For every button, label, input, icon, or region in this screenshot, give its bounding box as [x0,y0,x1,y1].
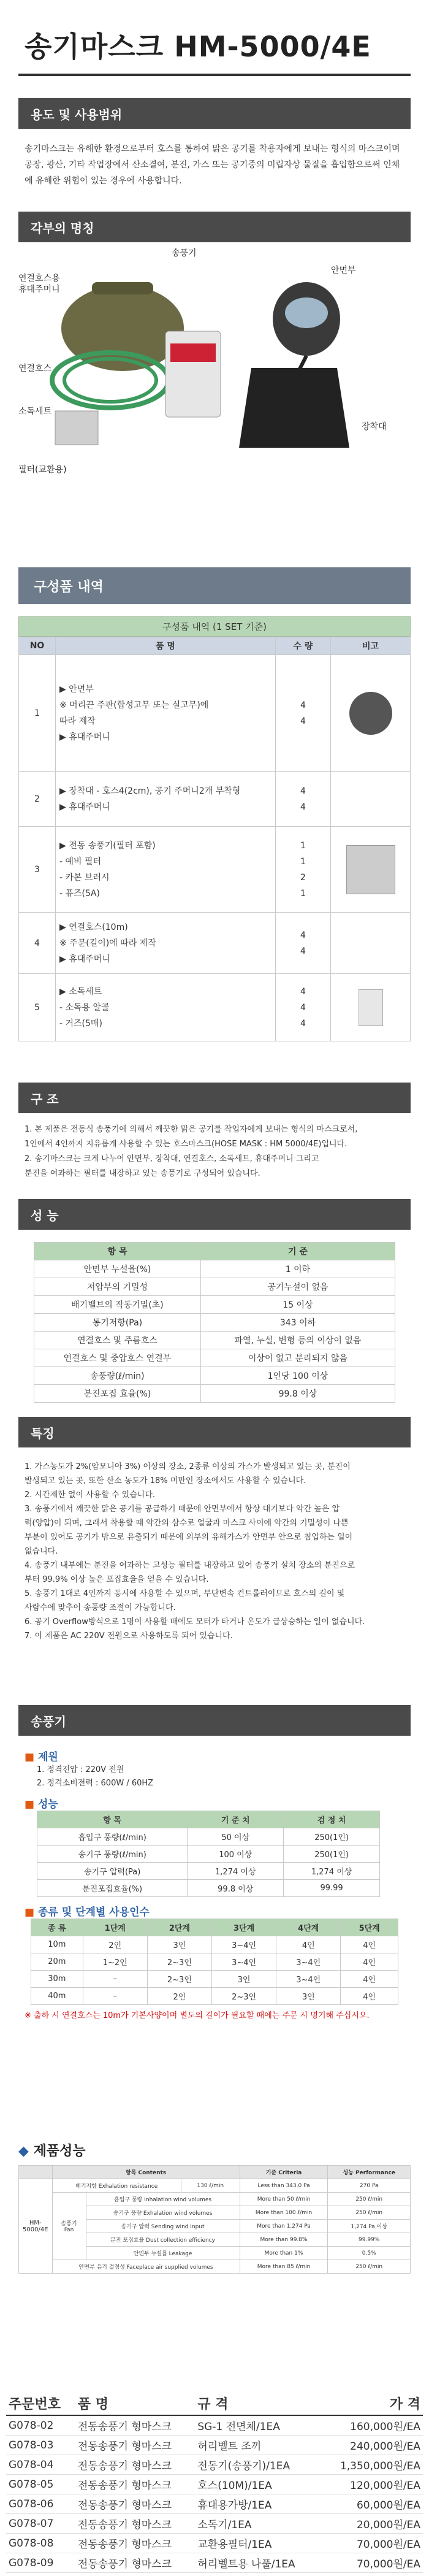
table-row: 분진포집효율(%) 99.8 이상 99.99 [37,1880,380,1897]
table-row: 연결호스 및 주름호스 파열, 누설, 변형 등의 이상이 없음 [34,1332,395,1349]
table-row: 20m 1~2인 2~3인 3~4인 3~4인 4인 [31,1953,398,1971]
table-row: 흡입구 풍량(ℓ/min) 50 이상 250(1인) [37,1828,380,1846]
table-row: 연결호스 및 중압호스 연결부 이상이 없고 분리되지 않음 [34,1349,395,1367]
table-row: G078-03 전동송풍기 형마스크 허리벨트 조끼 240,000원/EA [6,2436,423,2455]
table-row: 송기구 압력 Sending wind input More than 1,274 Pa 1,274 Pa 이상 [19,2220,411,2233]
usage-text: 송기마스크는 유해한 환경으로부터 호스를 통하여 맑은 공기를 착용자에게 보내는 형식의 마스크이며 공장, 광산, 기타 작업장에서 산소결여, 분진, 가스 또는 공기중의 미립자상 물질을 흡입함으로써 인체에 유해한 위험이 있는 경우에 사용합니다. [25,144,400,186]
table-row: G078-06 전동송풍기 형마스크 휴대용가방/1EA 60,000원/EA [6,2494,423,2514]
label-filter: 필터(교환용) [18,465,67,475]
parts-illustration [18,251,411,497]
table-row: 4 ▶ 연결호스(10m) ※ 주문(길이)에 따라 제작 ▶ 휴대주머니 4 4 [19,913,411,974]
section-usage: 용도 및 사용범위 [18,98,411,129]
table-row: 안면부 유기 결정성 Faceplace air supplied volumes More than 85 ℓ/min 250 ℓ/min [19,2260,411,2274]
spec-table: 항목 Contents 기준 Criteria 성능 Performance HM-5000/4E 배기저항 Exhalation resistance 130 ℓ/min Less than 343.0 Pa 270 Pa 송풍기 Fan 흡입구 풍량 Inhalation wind volumes More than 50 ℓ/min 250 ℓ/min 송기구 풍량 Exhalation wind volumes More than 100 ℓ/min 250 ℓ/min 송기구 압력 Sending wind input More than 1,274 Pa 1,274 Pa 이상 분진 포집효율 Dust collection efficiency More than 99.8% 99.99% 안면부 누설률 Leakage More than 1% 0.5% 안면부 유기 결정성 Faceplace air supplied volumes More than 85 ℓ/min 250 ℓ/min [18,2165,411,2274]
table-row: 1 ▶ 안면부 ※ 머리끈 주판(합성고무 또는 실고무)에 따라 제작 ▶ 휴대주머니 4 4 [19,655,411,772]
table-row: 30m – 2~3인 3인 3~4인 4인 [31,1971,398,1988]
label-muffler: 소독세트 [18,407,52,416]
table-row: G078-02 전동송풍기 형마스크 SG-1 전면체/1EA 160,000원/EA [6,2415,423,2436]
table-row: 2 ▶ 장착대 - 호스4(2cm), 공기 주머니2개 부착형 ▶ 휴대주머니 4 4 [19,772,411,827]
section-components: 구성품 내역 [18,567,411,604]
table-row: G078-04 전동송풍기 형마스크 전동기(송풍기)/1EA 1,350,000원/EA [6,2455,423,2475]
col-no: NO [19,637,56,655]
table-row: 40m – 2인 2~3인 3인 4인 [31,1988,398,2005]
section-parts: 각부의 명칭 [18,212,411,242]
table-row: G078-05 전동송풍기 형마스크 호스(10M)/1EA 120,000원/EA [6,2475,423,2494]
table-row: 통기저항(Pa) 343 이하 [34,1314,395,1332]
table-row: 송풍량(ℓ/min) 1인당 100 이상 [34,1367,395,1385]
blower-spec: ■ 제원 1. 정격전압 : 220V 전원 2. 정격소비전력 : 600W / 60HZ ■ 성능 항 목 기 준 치 검 정 치 흡입구 풍량(ℓ/min) 50 이상 250(1인) 송기구 풍량(ℓ/min) 100 이상 250(1인) 송기구 압력(Pa) 1,274 이상 1,274 이상 분진포집효율(%) 99.8 이상 99.99 ■ 종류 및 단계별 사용인수 종 류 1단계 2단계 3단계 4단계 5단계 10m 2인 3인 3~4인 4인 4인 20m 1~2인 2~3인 3~4인 3~4인 4인 30m – 2~3인 3인 3~4인 4인 40m – 2인 2~3인 3인 4인 ※ 출하 시 연결호스는 10m가 기본사양이며 별도의 길이가 필요할 때에는 주문 시 명기해 주십시오. [25,1748,404,2020]
table-row: 송풍기 Fan 흡입구 풍량 Inhalation wind volumes More than 50 ℓ/min 250 ℓ/min [19,2193,411,2206]
section-performance: 성 능 [18,1199,411,1230]
section-spec: ◆ 제품성능 [18,2144,86,2159]
facepiece-photo-icon [349,692,392,735]
label-hose: 연결호스 [18,364,52,374]
section-features: 특징 [18,1417,411,1447]
performance-table-wrap [34,1242,395,1403]
table-row: 송기구 풍량(ℓ/min) 100 이상 250(1인) [37,1846,380,1863]
table-row: 분진포집 효율(%) 99.8 이상 [34,1385,395,1403]
table-row: 5 ▶ 소독세트 - 소독용 알콜 - 거즈(5매) 4 4 4 [19,974,411,1041]
structure-text: 1. 본 제품은 전동식 송풍기에 의해서 깨끗한 맑은 공기를 작업자에게 보내는 형식의 마스크로서, 1인에서 4인까지 지유롭게 사용할 수 있는 호스마스크(HOSE MASK : HM 5000/4E)입니다. 2. 송기마스크는 크게 나누어 안면부, 장착대, 연결호스, 소독세트, 휴대주머니 그리고 분진을 여과하는 필터를 내장하고 있는 송풍기로 구성되어 있습니다. [25,1125,358,1178]
label-facepiece: 안면부 [331,266,356,275]
table-row: 배기밸브의 작동기밀(초) 15 이상 [34,1296,395,1314]
spec-table-wrap [18,2165,411,2274]
section-blower: 송풍기 [18,1705,411,1736]
table-row: 안면부 누설율(%) 1 이하 [34,1260,395,1278]
table-row: 안면부 누설률 Leakage More than 1% 0.5% [19,2247,411,2260]
table-row: G078-08 전동송풍기 형마스크 교환용필터/1EA 70,000원/EA [6,2534,423,2553]
performance-table: 항 목 기 준 안면부 누설율(%) 1 이하 저압부의 기밀성 공기누설이 없음 배기밸브의 작동기밀(초) 15 이상 통기저항(Pa) 343 이하 연결호스 및 주름호스 파열, 누설, 변형 등의 이상이 없음 연결호스 및 중압호스 연결부 이상이 없고 분리되지 않음 송풍량(ℓ/min) 1인당 100 이상 분진포집 효율(%) 99.8 이상 [34,1242,395,1403]
filter-icon [55,411,98,445]
table-row: 송기구 풍량 Exhalation wind volumes More than 100 ℓ/min 250 ℓ/min [19,2206,411,2220]
label-belt: 장착대 [362,422,387,432]
table-row: 송기구 압력(Pa) 1,274 이상 1,274 이상 [37,1863,380,1880]
price-table-wrap [6,2392,423,2573]
filter-photo-icon [346,845,395,894]
section-structure: 구 조 [18,1083,411,1113]
table-row: 3 ▶ 전동 송풍기(필터 포함) - 예비 필터 - 카본 브러시 - 퓨즈(5A) 1 1 2 1 [19,827,411,913]
col-name: 품 명 [56,637,276,655]
col-note: 비고 [331,637,411,655]
table-row: HM-5000/4E 배기저항 Exhalation resistance 130 ℓ/min Less than 343.0 Pa 270 Pa [19,2179,411,2193]
features-text: 1. 가스농도가 2%(암모니아 3%) 이상의 장소, 2종류 이상의 가스가 발생되고 있는 곳, 분진이 발생되고 있는 곳, 또한 산소 농도가 18% 미만인 장소에서도 사용할 수 있습니다. 2. 시간제한 없이 사용할 수 있습니다. 3. 송풍기에서 깨끗한 맑은 공기를 공급하기 때문에 안면부에서 항상 대기보다 약간 높은 압 력(양압)이 되며, 그래서 착용할 때 약간의 삼수로 얼굴과 마스크 사이에 약간의 기밀성이 나쁜 부분이 있어도 공기가 밖으로 유출되기 때문에 외부의 유해가스가 안면부 안으로 침입하는 일이 없습니다. 4. 송풍기 내부에는 분진을 여과하는 고성능 필터를 내장하고 있어 송풍기 설치 장소의 분진으로 부터 99.9% 이상 높은 포집효율을 얻을 수 있습니다. 5. 송풍기 1대로 4인까지 동시에 사용할 수 있으며, 무단변속 컨트롤러이므로 호스의 길이 및 사람수에 맞추어 송풍량 조절이 가능합니다. 6. 공기 Overflow방식으로 1명이 사용할 때에도 모터가 타거나 온도가 급상승하는 일이 없습니다. 7. 이 제품은 AC 220V 전원으로 사용하도록 되어 있습니다. [25,1462,365,1641]
components-caption: 구성품 내역 (1 SET 기준) [18,616,411,637]
table-row: 분진 포집효율 Dust collection efficiency More than 99.8% 99.99% [19,2233,411,2247]
label-blower: 송풍기 [172,248,197,258]
label-case: 연결호스용 휴대주머니 [18,274,60,294]
table-row: 저압부의 기밀성 공기누설이 없음 [34,1278,395,1296]
components-table [18,637,411,1041]
disinfection-kit-icon [359,989,383,1026]
table-row: G078-07 전동송풍기 형마스크 소독기/1EA 20,000원/EA [6,2514,423,2534]
components-table-wrap [18,616,411,1041]
col-qty: 수 량 [276,637,331,655]
parts-diagram [18,248,411,497]
hose-note: ※ 출하 시 연결호스는 10m가 기본사양이며 별도의 길이가 필요할 때에는 주문 시 명기해 주십시오. [25,2011,370,2020]
blower-performance-table: 항 목 기 준 치 검 정 치 흡입구 풍량(ℓ/min) 50 이상 250(1인) 송기구 풍량(ℓ/min) 100 이상 250(1인) 송기구 압력(Pa) 1,274 이상 1,274 이상 분진포집효율(%) 99.8 이상 99.99 [37,1811,380,1897]
table-row: 10m 2인 3인 3~4인 4인 4인 [31,1936,398,1953]
page-title: 송기마스크 HM-5000/4E [25,30,371,63]
price-table: 주문번호 품 명 규 격 가 격 G078-02 전동송풍기 형마스크 SG-1 전면체/1EA 160,000원/EA G078-03 전동송풍기 형마스크 허리벨트 조끼 240,000원/EA G078-04 전동송풍기 형마스크 전동기(송풍기)/1EA 1,350,000원/EA G078-05 전동송풍기 형마스크 호스(10M)/1EA 120,000원/EA G078-06 전동송풍기 형마스크 휴대용가방/1EA 60,000원/EA G078-07 전동송풍기 형마스크 소독기/1EA 20,000원/EA G078-08 전동송풍기 형마스크 교환용필터/1EA 70,000원/EA G078-09 전동송풍기 형마스크 허리벨트용 나풀/1EA 70,000원/EA [6,2392,423,2573]
title-divider [18,74,411,76]
table-row: G078-09 전동송풍기 형마스크 허리벨트용 나풀/1EA 70,000원/EA [6,2553,423,2573]
hose-users-table: 종 류 1단계 2단계 3단계 4단계 5단계 10m 2인 3인 3~4인 4인 4인 20m 1~2인 2~3인 3~4인 3~4인 4인 30m – 2~3인 3인 3~4인 4인 40m – 2인 2~3인 3인 4인 [31,1919,398,2005]
